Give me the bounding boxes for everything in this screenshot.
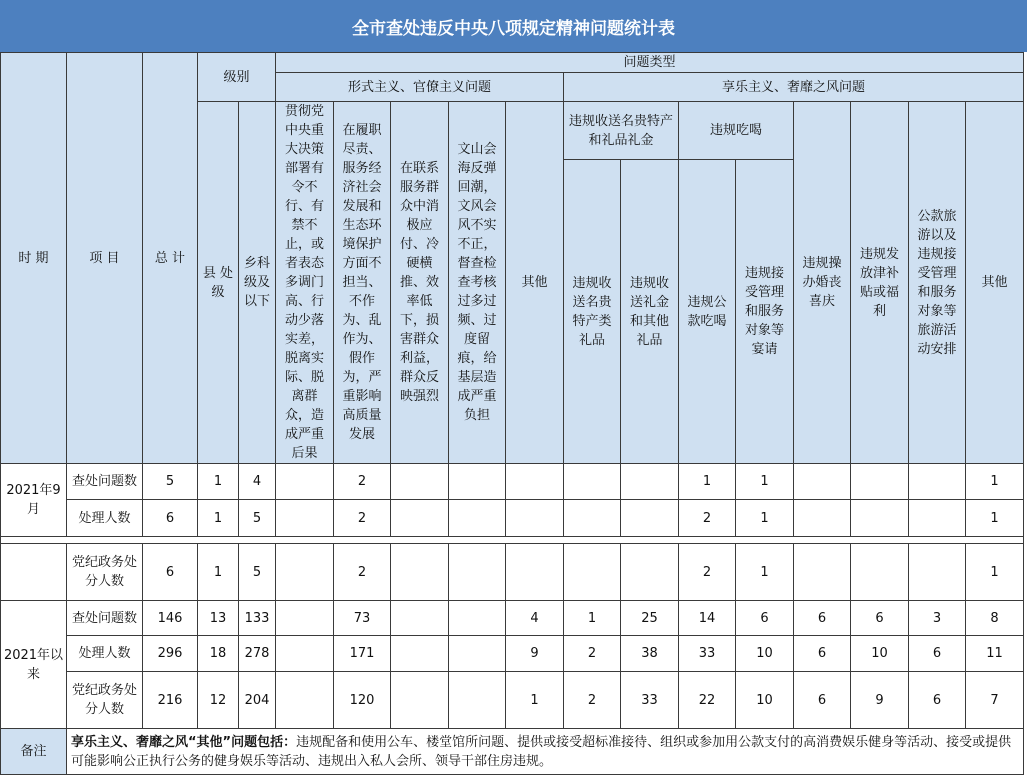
cell-h-other: 1 (966, 544, 1024, 601)
cell-f-other (506, 500, 564, 537)
cell-f3 (391, 500, 449, 537)
header-tourism: 公款旅游以及违规接受管理和服务对象等旅游活动安排 (909, 102, 966, 464)
cell-h2 (621, 500, 679, 537)
header-gift-cash: 违规收送礼金和其他礼品 (621, 160, 679, 464)
cell-h2: 25 (621, 601, 679, 636)
cell-f4 (449, 636, 506, 672)
header-subsidies: 违规发放津补贴或福利 (851, 102, 909, 464)
header-gift-specialty: 违规收送名贵特产类礼品 (564, 160, 621, 464)
cell-h6: 9 (851, 672, 909, 729)
cell-f2: 73 (334, 601, 391, 636)
header-public-dining: 违规公款吃喝 (679, 160, 736, 464)
header-formalism-service: 在联系服务群众中消极应付、冷硬横推、效率低下，损害群众利益，群众反映强烈 (391, 102, 449, 464)
cell-f4 (449, 500, 506, 537)
cell-h1: 2 (564, 636, 621, 672)
cell-total: 5 (143, 464, 198, 500)
cell-township: 4 (239, 464, 276, 500)
cell-h5: 6 (794, 672, 851, 729)
header-item: 项 目 (67, 53, 143, 464)
row-item-label: 查处问题数 (67, 601, 143, 636)
cell-f3 (391, 636, 449, 672)
header-weddings: 违规操办婚丧喜庆 (794, 102, 851, 464)
cell-h-other: 11 (966, 636, 1024, 672)
row-item-label: 处理人数 (67, 500, 143, 537)
note-bold: 享乐主义、奢靡之风“其他”问题包括： (71, 734, 297, 750)
cell-f3 (391, 601, 449, 636)
cell-h6 (851, 544, 909, 601)
cell-f1 (276, 544, 334, 601)
cell-h4: 10 (736, 636, 794, 672)
cell-h-other: 1 (966, 464, 1024, 500)
cell-h1: 2 (564, 672, 621, 729)
cell-h6 (851, 464, 909, 500)
header-formalism-decision: 贯彻党中央重大决策部署有令不行、有禁不止，或者表态多调门高、行动少落实差，脱离实际、脱离群众，造成严重后果 (276, 102, 334, 464)
cell-total: 216 (143, 672, 198, 729)
cell-total: 296 (143, 636, 198, 672)
cell-f2: 120 (334, 672, 391, 729)
cell-h5 (794, 544, 851, 601)
cell-f1 (276, 672, 334, 729)
header-level-township: 乡科级及以下 (239, 102, 276, 464)
cell-township: 133 (239, 601, 276, 636)
table-title: 全市查处违反中央八项规定精神问题统计表 (0, 0, 1027, 52)
header-hedonism-other: 其他 (966, 102, 1024, 464)
cell-township: 278 (239, 636, 276, 672)
cell-h1 (564, 544, 621, 601)
cell-h5 (794, 500, 851, 537)
row-item-label: 党纪政务处分人数 (67, 544, 143, 601)
period-empty (1, 544, 67, 601)
header-period: 时 期 (1, 53, 67, 464)
period-2021-09: 2021年9月 (1, 464, 67, 537)
header-accept-banquet: 违规接受管理和服务对象等宴请 (736, 160, 794, 464)
cell-f4 (449, 544, 506, 601)
period-2021-since: 2021年以来 (1, 601, 67, 729)
cell-county: 1 (198, 544, 239, 601)
cell-total: 146 (143, 601, 198, 636)
cell-f-other (506, 464, 564, 500)
cell-county: 1 (198, 464, 239, 500)
cell-county: 18 (198, 636, 239, 672)
header-level-county: 县 处级 (198, 102, 239, 464)
header-formalism-duty: 在履职尽责、服务经济社会发展和生态环境保护方面不担当、不作为、乱作为、假作为，严重影响高质量发展 (334, 102, 391, 464)
cell-f1 (276, 601, 334, 636)
cell-h-other: 1 (966, 500, 1024, 537)
cell-f4 (449, 464, 506, 500)
cell-h-other: 8 (966, 601, 1024, 636)
cell-h2: 38 (621, 636, 679, 672)
cell-h5: 6 (794, 636, 851, 672)
cell-h1 (564, 464, 621, 500)
cell-h1: 1 (564, 601, 621, 636)
cell-h5 (794, 464, 851, 500)
cell-h6: 10 (851, 636, 909, 672)
cell-h3: 14 (679, 601, 736, 636)
cell-h-other: 7 (966, 672, 1024, 729)
cell-h7: 6 (909, 636, 966, 672)
row-item-label: 查处问题数 (67, 464, 143, 500)
header-total: 总 计 (143, 53, 198, 464)
header-formalism: 形式主义、官僚主义问题 (276, 73, 564, 102)
cell-f-other: 1 (506, 672, 564, 729)
cell-h3: 33 (679, 636, 736, 672)
cell-h6 (851, 500, 909, 537)
cell-h3: 22 (679, 672, 736, 729)
cell-h2 (621, 544, 679, 601)
cell-f3 (391, 672, 449, 729)
header-hedonism: 享乐主义、奢靡之风问题 (564, 73, 1024, 102)
cell-h4: 1 (736, 500, 794, 537)
cell-f2: 2 (334, 464, 391, 500)
cell-h7: 3 (909, 601, 966, 636)
cell-h4: 1 (736, 464, 794, 500)
header-formalism-meetings: 文山会海反弹回潮，文风会风不实不正，督查检查考核过多过频、过度留痕，给基层造成严重负担 (449, 102, 506, 464)
cell-total: 6 (143, 500, 198, 537)
cell-f3 (391, 544, 449, 601)
cell-h4: 6 (736, 601, 794, 636)
cell-f2: 2 (334, 500, 391, 537)
cell-h4: 1 (736, 544, 794, 601)
row-item-label: 党纪政务处分人数 (67, 672, 143, 729)
cell-h5: 6 (794, 601, 851, 636)
statistics-table (0, 52, 1024, 775)
cell-township: 5 (239, 544, 276, 601)
cell-county: 13 (198, 601, 239, 636)
cell-f3 (391, 464, 449, 500)
cell-county: 1 (198, 500, 239, 537)
cell-f-other: 4 (506, 601, 564, 636)
cell-f4 (449, 601, 506, 636)
header-problem-type: 问题类型 (276, 53, 1024, 73)
cell-township: 5 (239, 500, 276, 537)
cell-f-other: 9 (506, 636, 564, 672)
cell-h3: 2 (679, 544, 736, 601)
cell-f-other (506, 544, 564, 601)
cell-f1 (276, 500, 334, 537)
cell-h3: 2 (679, 500, 736, 537)
note-body: 违规配备和使用公车、楼堂馆所问题、提供或接受超标准接待、组织或参加用公款支付的高消费娱乐健身等活动、接受或提供可能影响公正执行公务的健身娱乐等活动、违规出入私人会所、领导干部住房违规。 (71, 734, 1012, 769)
header-formalism-other: 其他 (506, 102, 564, 464)
cell-f4 (449, 672, 506, 729)
header-dining-group: 违规吃喝 (679, 102, 794, 160)
cell-h7 (909, 500, 966, 537)
cell-h7: 6 (909, 672, 966, 729)
cell-h2: 33 (621, 672, 679, 729)
cell-total: 6 (143, 544, 198, 601)
cell-township: 204 (239, 672, 276, 729)
cell-h7 (909, 544, 966, 601)
header-level: 级别 (198, 53, 276, 102)
cell-h6: 6 (851, 601, 909, 636)
cell-h3: 1 (679, 464, 736, 500)
cell-h7 (909, 464, 966, 500)
cell-h1 (564, 500, 621, 537)
note-text-cell (67, 729, 1024, 775)
note-label: 备注 (1, 729, 67, 775)
cell-f1 (276, 464, 334, 500)
row-item-label: 处理人数 (67, 636, 143, 672)
cell-h4: 10 (736, 672, 794, 729)
cell-f1 (276, 636, 334, 672)
header-gifts-group: 违规收送名贵特产和礼品礼金 (564, 102, 679, 160)
cell-county: 12 (198, 672, 239, 729)
cell-f2: 2 (334, 544, 391, 601)
cell-h2 (621, 464, 679, 500)
cell-f2: 171 (334, 636, 391, 672)
